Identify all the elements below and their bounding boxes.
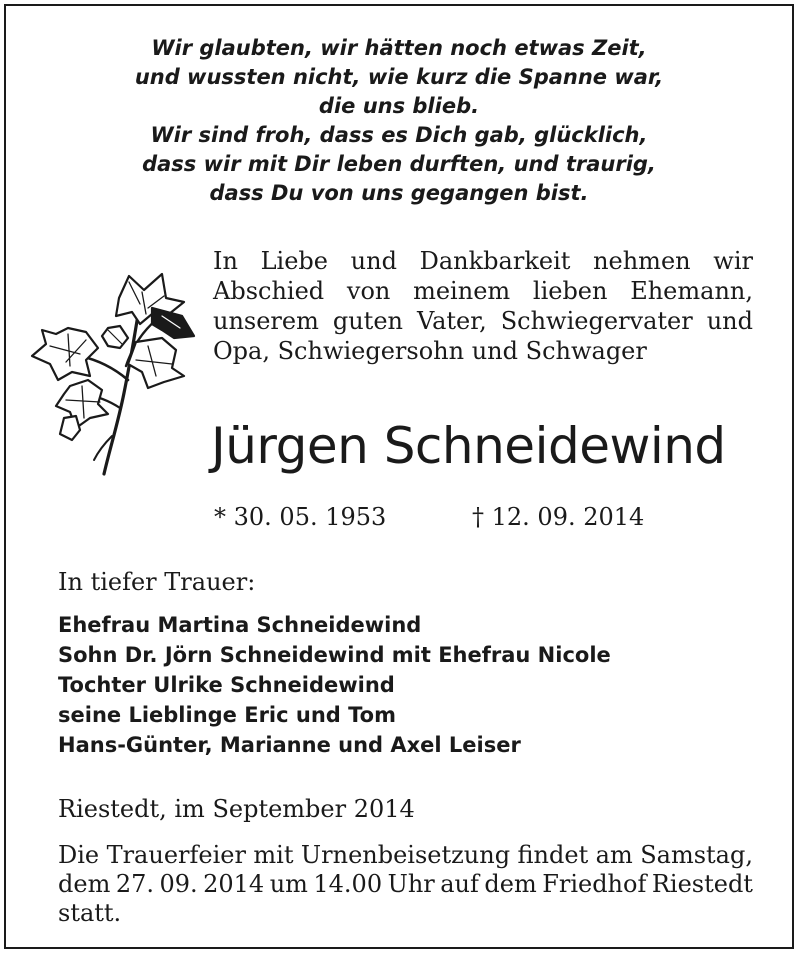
word: mit — [253, 841, 294, 869]
obituary-notice — [4, 4, 794, 949]
word: wir — [713, 247, 753, 275]
mourner-name: seine Lieblinge Eric und Tom — [58, 703, 396, 727]
word: Friedhof — [542, 870, 647, 898]
memorial-poem — [6, 34, 792, 208]
ivy-branch-icon — [24, 268, 199, 483]
word: Samstag, — [640, 841, 753, 869]
word: Dankbarkeit — [419, 247, 571, 275]
word: In — [213, 247, 238, 275]
word: und — [350, 247, 397, 275]
life-dates — [214, 502, 645, 532]
word: um — [269, 870, 308, 898]
word: von — [346, 277, 391, 305]
intro-line — [213, 306, 753, 336]
word: Trauerfeier — [106, 841, 246, 869]
word: dem — [484, 870, 537, 898]
intro-line — [213, 246, 753, 276]
word: dem — [58, 870, 111, 898]
place-and-date: Riestedt, im September 2014 — [58, 795, 415, 823]
funeral-line — [58, 870, 753, 899]
poem-line: Wir glaubten, wir hätten noch etwas Zeit, — [151, 36, 647, 60]
word: Die — [58, 841, 100, 869]
poem-line: Wir sind froh, dass es Dich gab, glücklich, — [150, 123, 648, 147]
word: Riestedt — [651, 870, 753, 898]
mourner-name: Hans-Günter, Marianne und Axel Leiser — [58, 733, 521, 757]
word: lieben — [532, 277, 608, 305]
word: 14.00 — [313, 870, 383, 898]
mourner-name: Tochter Ulrike Schneidewind — [58, 673, 395, 697]
funeral-line — [58, 841, 753, 870]
word: findet — [517, 841, 589, 869]
poem-line: und wussten nicht, wie kurz die Spanne war, — [134, 65, 664, 89]
word: auf — [440, 870, 479, 898]
word: am — [595, 841, 633, 869]
word: 2014 — [203, 870, 265, 898]
intro-line: Opa, Schwiegersohn und Schwager — [213, 337, 647, 365]
word: Vater, — [416, 307, 487, 335]
birth-date: * 30. 05. 1953 — [214, 503, 387, 531]
deceased-name: Jürgen Schneidewind — [211, 417, 726, 475]
funeral-info — [58, 841, 753, 928]
word: Liebe — [260, 247, 328, 275]
mourner-name: Sohn Dr. Jörn Schneidewind mit Ehefrau Nicole — [58, 643, 611, 667]
poem-line: dass Du von uns gegangen bist. — [209, 181, 589, 205]
word: Schwiegervater — [500, 307, 693, 335]
poem-line: dass wir mit Dir leben durften, und traurig, — [142, 152, 656, 176]
mourning-label: In tiefer Trauer: — [58, 568, 256, 596]
intro-line — [213, 276, 753, 306]
word: Ehemann, — [630, 277, 753, 305]
mourners-list — [58, 610, 611, 760]
word: 27. — [115, 870, 154, 898]
poem-line: die uns blieb. — [318, 94, 480, 118]
word: Uhr — [387, 870, 435, 898]
mourner-name: Ehefrau Martina Schneidewind — [58, 613, 422, 637]
word: 09. — [159, 870, 198, 898]
word: Urnenbeisetzung — [300, 841, 511, 869]
funeral-line: statt. — [58, 899, 122, 927]
death-date: † 12. 09. 2014 — [472, 503, 645, 531]
word: guten — [332, 307, 403, 335]
intro-text — [213, 246, 753, 366]
word: und — [706, 307, 753, 335]
word: meinem — [413, 277, 511, 305]
word: nehmen — [593, 247, 691, 275]
word: Abschied — [213, 277, 325, 305]
word: unserem — [213, 307, 319, 335]
